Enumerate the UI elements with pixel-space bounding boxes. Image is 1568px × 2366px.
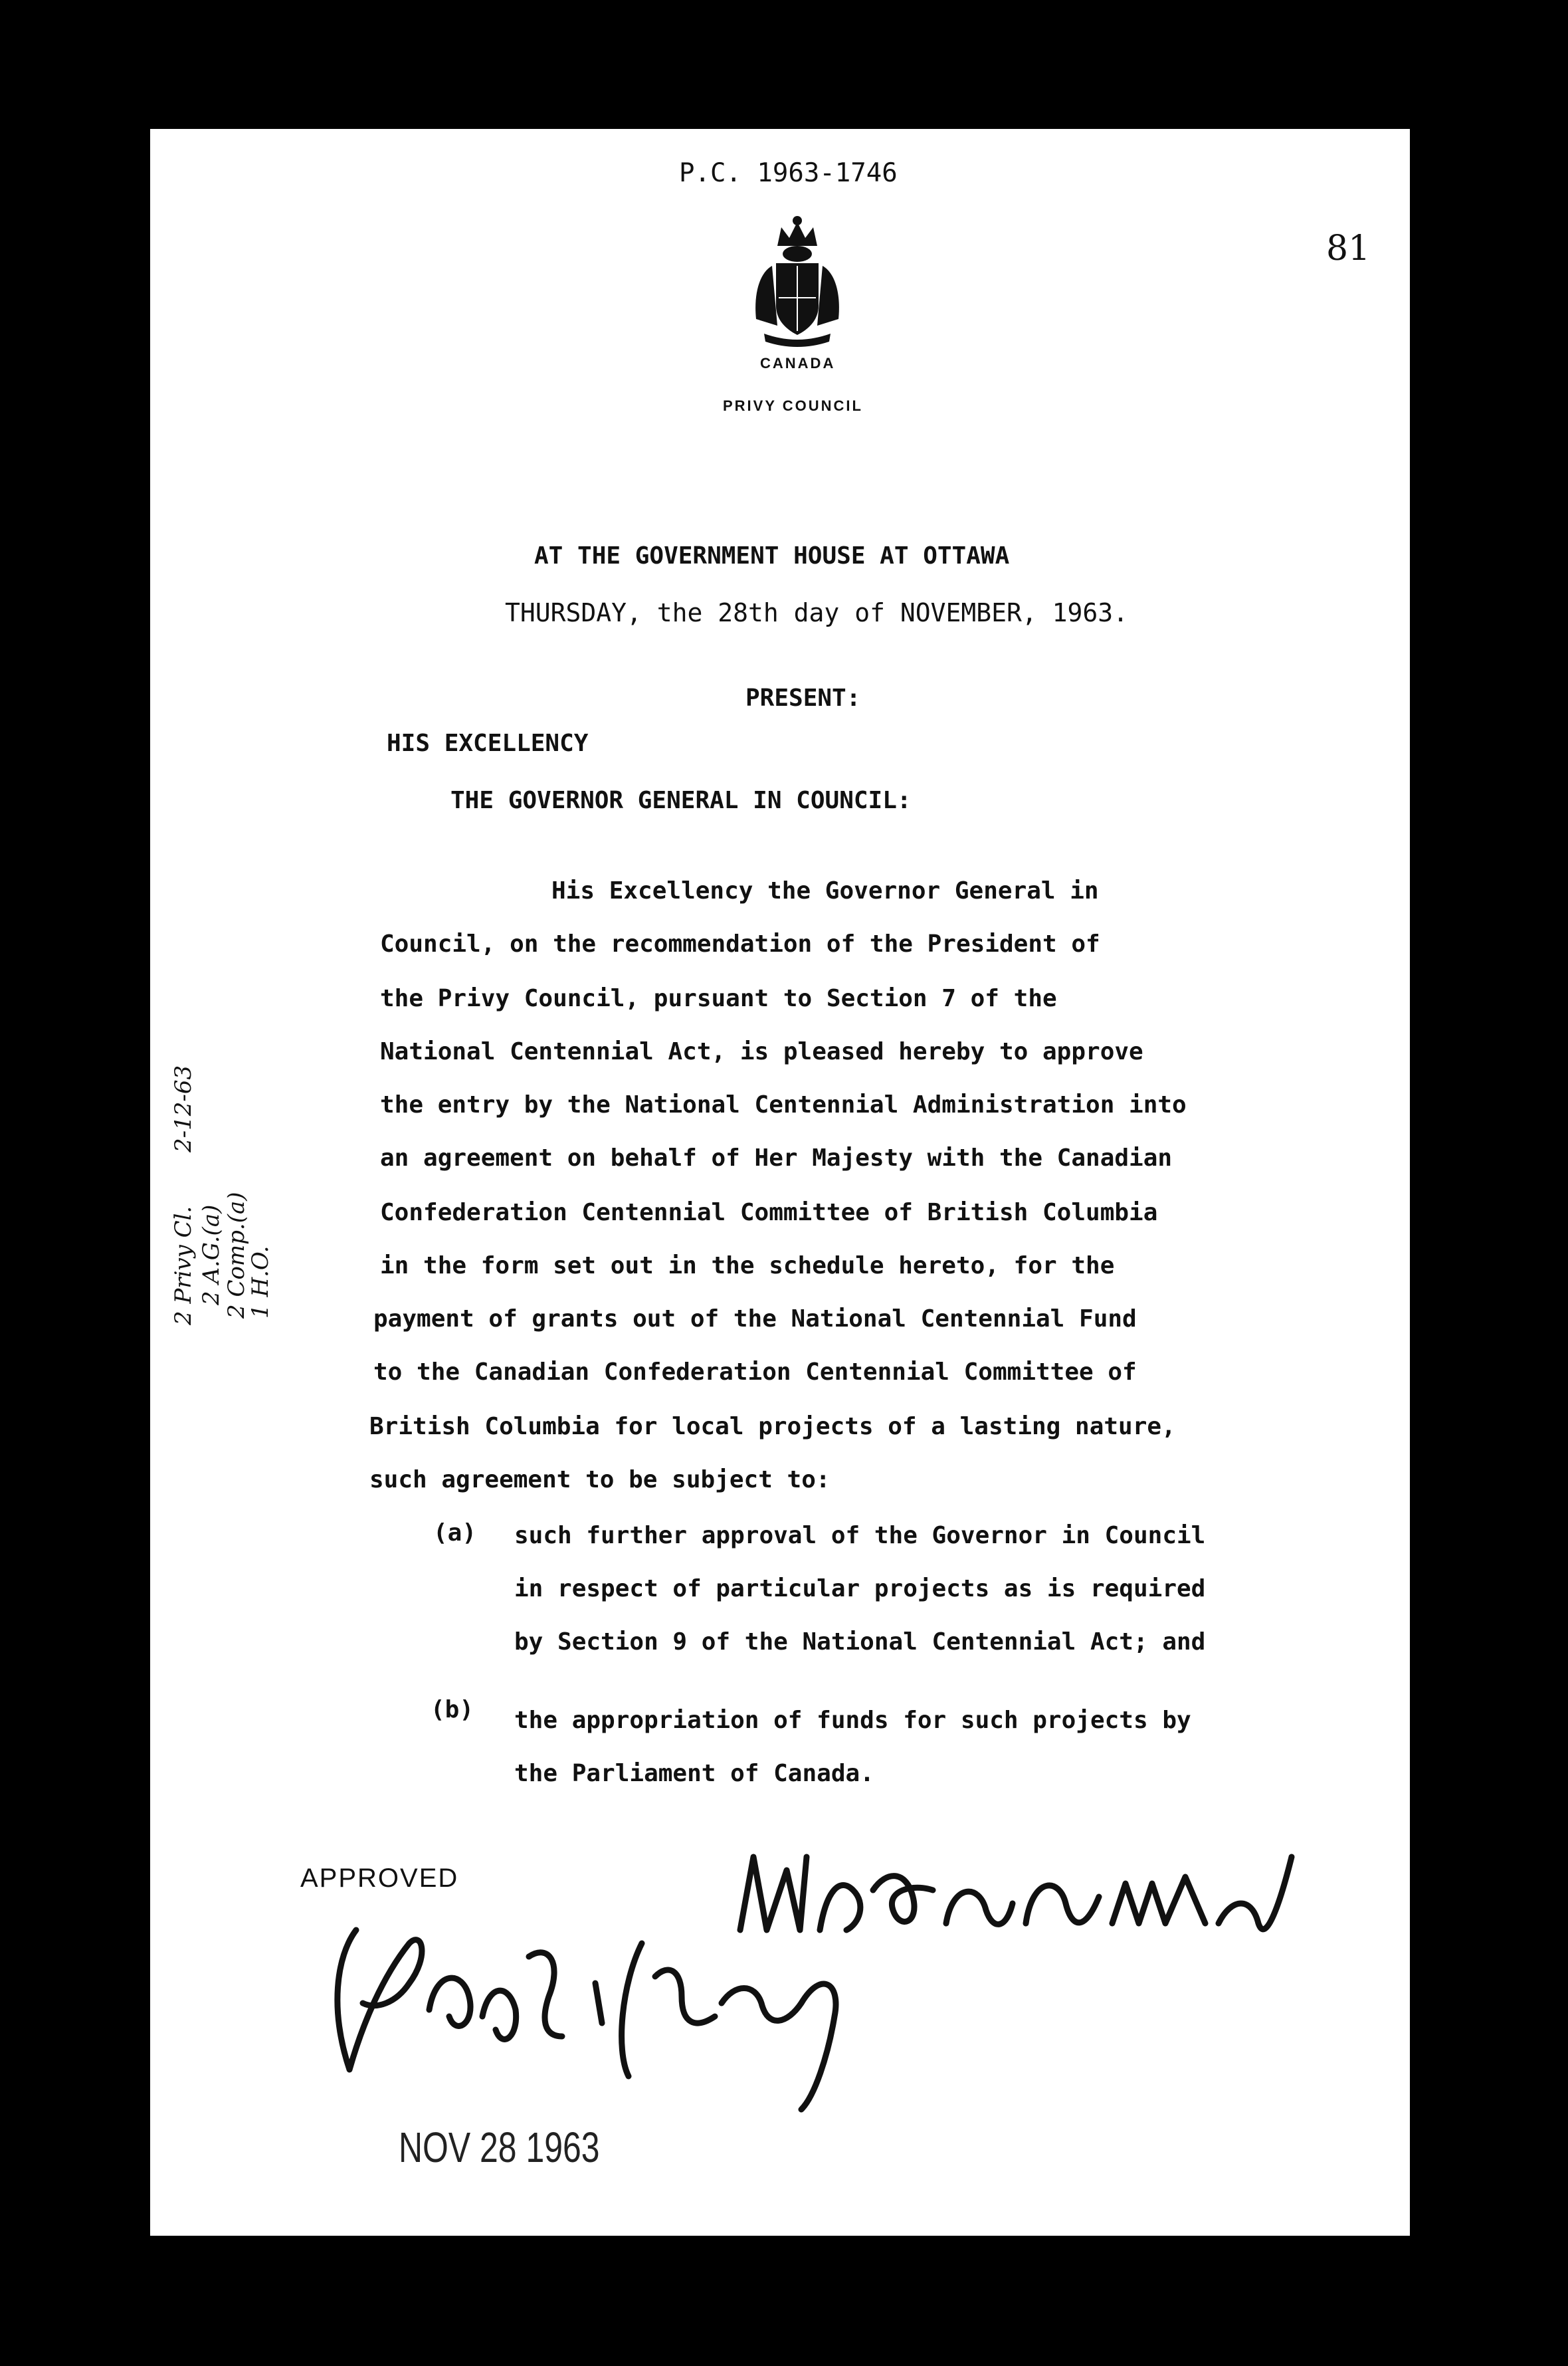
- page-number: 81: [1326, 229, 1371, 269]
- margin-note-ag: 2 A.G.(a): [198, 1204, 225, 1305]
- body-line: payment of grants out of the National Centennial Fund: [373, 1305, 1137, 1333]
- approved-label: APPROVED: [300, 1864, 459, 1893]
- body-line: the entry by the National Centennial Administration into: [380, 1091, 1187, 1119]
- approval-date-stamp: NOV 28 1963: [399, 2123, 600, 2171]
- order-number: P.C. 1963-1746: [679, 158, 898, 188]
- condition-marker-a: (a): [433, 1519, 477, 1547]
- body-line: British Columbia for local projects of a lasting nature,: [369, 1413, 1176, 1440]
- body-line: such agreement to be subject to:: [369, 1466, 831, 1493]
- margin-note-ho: 1 H.O.: [247, 1245, 274, 1319]
- office-label: PRIVY COUNCIL: [723, 397, 863, 414]
- body-line: to the Canadian Confederation Centennial Committee of: [373, 1358, 1137, 1386]
- body-line: in the form set out in the schedule hereto, for the: [380, 1252, 1115, 1279]
- body-line: Council, on the recommendation of the President of: [380, 930, 1100, 958]
- body-line: an agreement on behalf of Her Majesty with the Canadian: [380, 1144, 1173, 1172]
- margin-note-comp: 2 Comp.(a): [223, 1192, 250, 1319]
- condition-a-line: by Section 9 of the National Centennial Act; and: [514, 1628, 1206, 1656]
- condition-b-line: the Parliament of Canada.: [514, 1760, 874, 1787]
- margin-note-privy: 2 Privy Cl.: [170, 1206, 197, 1325]
- body-line: National Centennial Act, is pleased hereby to approve: [380, 1038, 1143, 1065]
- body-line: the Privy Council, pursuant to Section 7 of the: [380, 985, 1057, 1012]
- condition-marker-b: (b): [431, 1696, 474, 1723]
- document-page: [150, 129, 1410, 2236]
- country-label: CANADA: [760, 355, 836, 372]
- condition-a-line: in respect of particular projects as is required: [514, 1575, 1206, 1602]
- governor-in-council: THE GOVERNOR GENERAL IN COUNCIL:: [450, 787, 912, 814]
- meeting-place: AT THE GOVERNMENT HOUSE AT OTTAWA: [534, 542, 1010, 570]
- his-excellency: HIS EXCELLENCY: [387, 730, 589, 757]
- margin-note-date: 2-12-63: [170, 1065, 197, 1152]
- condition-a-line: such further approval of the Governor in Council: [514, 1522, 1206, 1549]
- body-line: Confederation Centennial Committee of British Columbia: [380, 1199, 1158, 1226]
- coat-of-arms-icon: [751, 213, 844, 346]
- condition-b-line: the appropriation of funds for such projects by: [514, 1707, 1191, 1734]
- governor-general-signature: [310, 1903, 881, 2116]
- meeting-date: THURSDAY, the 28th day of NOVEMBER, 1963.: [505, 598, 1128, 627]
- present-label: PRESENT:: [745, 685, 861, 712]
- body-line: His Excellency the Governor General in: [551, 877, 1099, 905]
